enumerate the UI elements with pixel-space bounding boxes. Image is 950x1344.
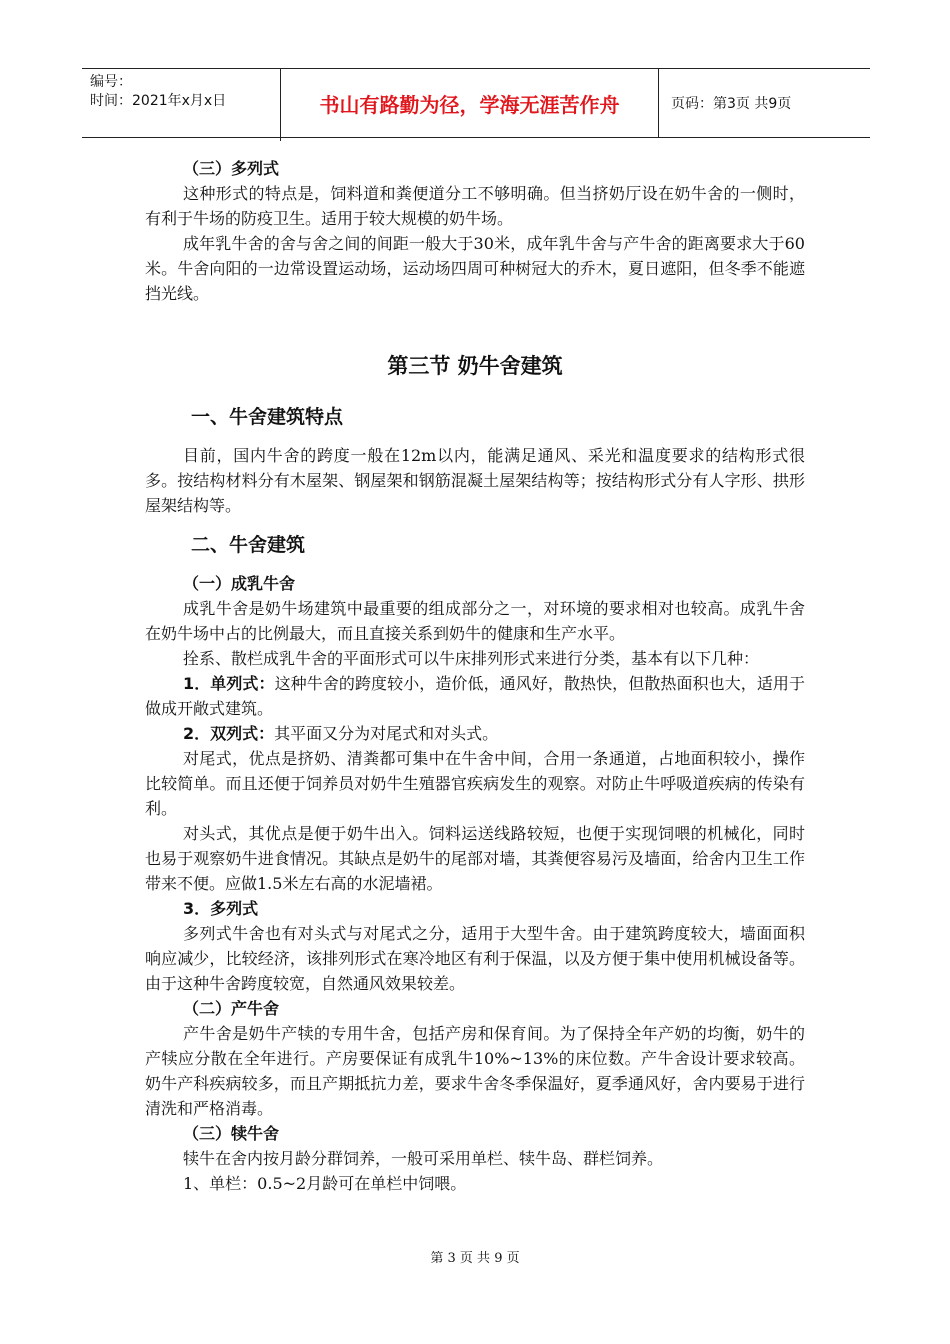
paragraph: 目前，国内牛舍的跨度一般在12m以内，能满足通风、采光和温度要求的结构形式很多。按结构材料分有木屋架、钢屋架和钢筋混凝土屋架结构等；按结构形式分有人字形、拱形屋架结构等。 [145,446,805,515]
paragraph: 产牛舍是奶牛产犊的专用牛舍，包括产房和保育间。为了保持全年产奶的均衡，奶牛的产犊应分散在全年进行。产房要保证有成乳牛10%~13%的床位数。产牛舍设计要求较高。奶牛产科疾病较多，而且产期抵抗力差，要求牛舍冬季保温好，夏季通风好，舍内要易于进行清洗和严格消毒。 [145,1024,805,1118]
part-title: 二、牛舍建筑 [191,534,306,556]
list-item-label: 2．双列式： [183,724,275,743]
paragraph: 1、单栏：0.5~2月龄可在单栏中饲喂。 [183,1174,467,1193]
part-title: 一、牛舍建筑特点 [191,406,344,428]
paragraph: 这种形式的特点是，饲料道和粪便道分工不够明确。但当挤奶厅设在奶牛舍的一侧时，有利于牛场的防疫卫生。适用于较大规模的奶牛场。 [145,184,805,228]
section-title: 第三节 奶牛舍建筑 [387,354,563,378]
paragraph: 对头式，其优点是便于奶牛出入。饲料运送线路较短，也便于实现饲喂的机械化，同时也易于观察奶牛进食情况。其缺点是奶牛的尾部对墙，其粪便容易污及墙面，给舍内卫生工作带来不便。应做1.5米左右高的水泥墙裙。 [145,824,805,893]
header-motto: 书山有路勤为径，学海无涯苦作舟 [281,69,659,137]
paragraph: 对尾式，优点是挤奶、清粪都可集中在牛舍中间，合用一条通道，占地面积较小，操作比较简单。而且还便于饲养员对奶牛生殖器官疾病发生的观察。对防止牛呼吸道疾病的传染有利。 [145,749,805,818]
paragraph: 多列式牛舍也有对头式与对尾式之分，适用于大型牛舍。由于建筑跨度较大，墙面面积响应减少，比较经济，该排列形式在寒冷地区有利于保温，以及方便于集中使用机械设备等。由于这种牛舍跨度较宽，自然通风效果较差。 [145,924,805,993]
list-item-label: 1．单列式： [183,674,275,693]
paragraph: 拴系、散栏成乳牛舍的平面形式可以牛床排列形式来进行分类，基本有以下几种： [183,649,760,668]
list-item-text: 其平面又分为对尾式和对头式。 [274,724,499,743]
subsection-heading: （二）产牛舍 [183,999,280,1018]
list-item [145,671,805,721]
paragraph: 犊牛在舍内按月龄分群饲养，一般可采用单栏、犊牛岛、群栏饲养。 [183,1149,664,1168]
header-info [82,69,281,141]
page-footer: 第 3 页 共 9 页 [430,1251,520,1266]
document-body [145,156,805,1196]
list-item [145,721,805,746]
header-time: 时间：2021年x月x日 [90,93,227,109]
paragraph: 成年乳牛舍的舍与舍之间的间距一般大于30米，成年乳牛舍与产牛舍的距离要求大于60米。牛舍向阳的一边常设置运动场，运动场四周可种树冠大的乔木，夏日遮阳，但冬季不能遮挡光线。 [145,234,805,303]
subsection-heading: （一）成乳牛舍 [183,574,296,593]
header-page-label: 页码：第3页 共9页 [671,96,792,112]
list-item-text: 这种牛舍的跨度较小，造价低，通风好，散热快，但散热面积也大，适用于做成开敞式建筑。 [145,674,805,718]
paragraph: 成乳牛舍是奶牛场建筑中最重要的组成部分之一，对环境的要求相对也较高。成乳牛舍在奶牛场中占的比例最大，而且直接关系到奶牛的健康和生产水平。 [145,599,805,643]
subsection-heading: （三）犊牛舍 [183,1124,280,1143]
list-item [145,896,805,921]
list-item-label: 3．多列式 [183,899,259,918]
subsection-heading: （三）多列式 [183,159,280,178]
page-header [82,68,870,138]
header-number: 编号： [90,74,132,90]
